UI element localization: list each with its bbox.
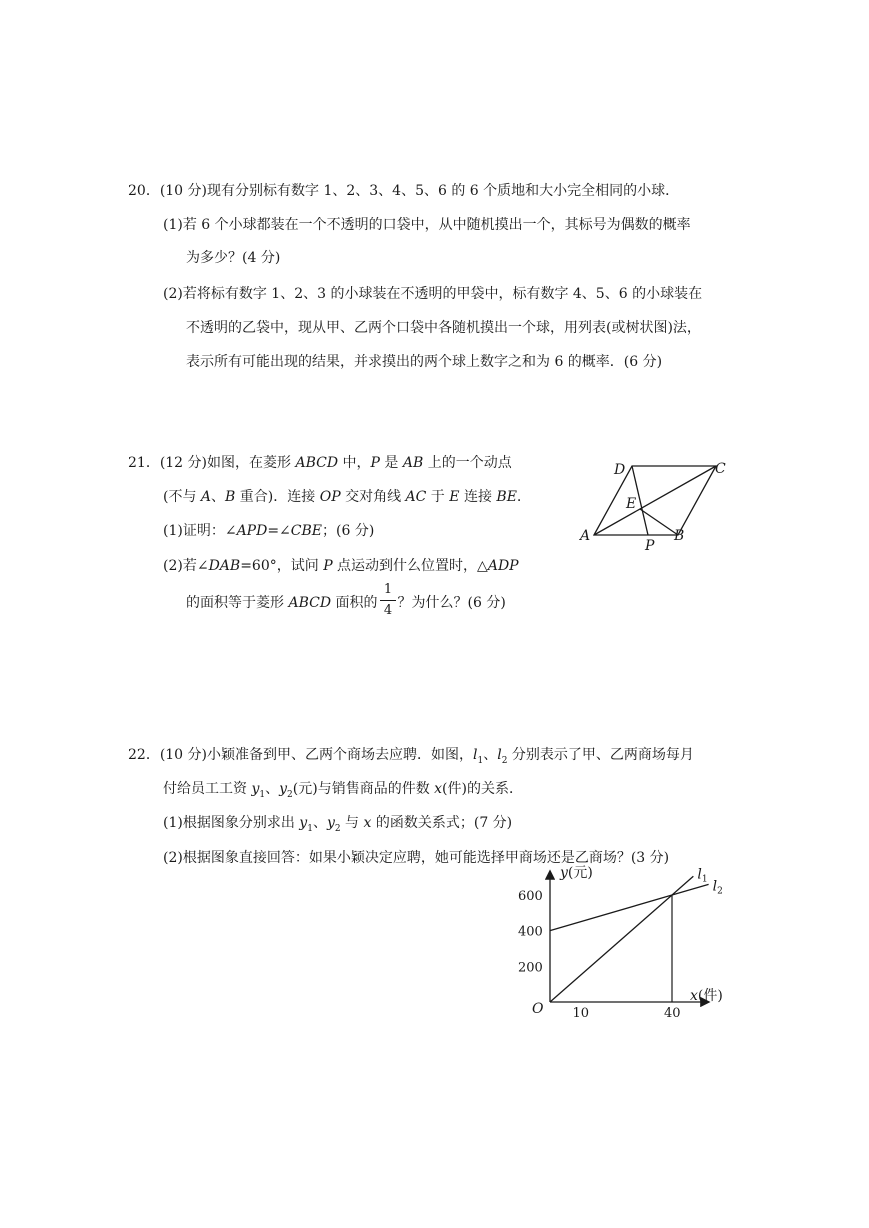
- var: ADP: [487, 558, 519, 574]
- text: 上的一个动点: [423, 455, 512, 471]
- var: l: [473, 747, 478, 763]
- series-line-l2: [550, 884, 709, 930]
- origin-label: O: [532, 1001, 544, 1017]
- q21-stem-line2: [163, 487, 521, 507]
- text: ？为什么？(6 分): [397, 595, 506, 611]
- subscript: 2: [287, 789, 293, 800]
- text: .: [516, 489, 522, 505]
- q21-part2-line2: [186, 593, 506, 613]
- q22-part1: [163, 813, 512, 839]
- var: DAB: [208, 558, 241, 574]
- subscript: 2: [501, 755, 508, 766]
- series-label-l2: [713, 878, 723, 896]
- var: B: [225, 489, 236, 505]
- y-tick-label-200: 200: [518, 960, 543, 976]
- x-axis-var: x: [690, 988, 698, 1004]
- fraction-numerator: 1: [383, 582, 393, 597]
- q21-part1: [163, 521, 374, 541]
- var: A: [200, 489, 212, 505]
- text: (1)证明：∠: [163, 523, 237, 539]
- q22-part2: (2)根据图象直接回答：如果小颖决定应聘，她可能选择甲商场还是乙商场？(3 分): [163, 850, 670, 866]
- text: 面积的: [331, 595, 378, 611]
- text: 于: [426, 489, 450, 505]
- var: P: [370, 455, 380, 471]
- rhombus-figure: [570, 450, 740, 560]
- series-label-sub: 2: [717, 886, 723, 897]
- subscript: 1: [259, 789, 266, 800]
- function-graph: [510, 862, 750, 1022]
- var: APD: [236, 523, 268, 539]
- segment-be: [640, 509, 678, 535]
- series-label-var: l: [712, 878, 718, 895]
- var: ABCD: [288, 595, 332, 611]
- text: 付给员工工资: [163, 781, 252, 797]
- text: (不与: [163, 489, 201, 505]
- text: 是: [379, 455, 403, 471]
- var: BE: [496, 489, 517, 505]
- var: AB: [402, 455, 424, 471]
- y-tick-label-600: 600: [518, 889, 543, 905]
- label-b: B: [674, 528, 685, 544]
- text: 重合)．连接: [235, 489, 320, 505]
- x-tick-label-40: 40: [664, 1006, 681, 1021]
- subscript: 1: [307, 823, 313, 834]
- var: y: [251, 781, 260, 797]
- subscript: 2: [334, 823, 341, 834]
- y-axis-unit: (元): [567, 865, 593, 881]
- var: CBE: [290, 523, 323, 539]
- q20-part1-line1: (1)若 6 个小球都装在一个不透明的口袋中，从中随机摸出一个，其标号为偶数的概率: [163, 217, 691, 233]
- text: 、: [483, 747, 498, 763]
- q22-stem-line1: [128, 745, 694, 771]
- label-c: C: [715, 461, 726, 477]
- var: y: [279, 781, 288, 797]
- y-axis-var: y: [560, 865, 568, 881]
- text: 的面积等于菱形: [186, 595, 289, 611]
- text: =∠: [267, 523, 291, 539]
- subscript: 1: [477, 755, 484, 766]
- q20-stem: 20．(10 分)现有分别标有数字 1、2、3、4、5、6 的 6 个质地和大小完全相同的小球．: [128, 183, 680, 199]
- series-label-sub: 1: [701, 874, 708, 885]
- text: 与: [340, 815, 364, 831]
- y-axis-label: [559, 865, 593, 881]
- text: (元)与销售商品的件数: [292, 781, 435, 797]
- text: (2)若∠: [163, 558, 209, 574]
- var: AC: [405, 489, 427, 505]
- text: 21．(12 分)如图，在菱形: [128, 455, 296, 471]
- series-label-var: l: [697, 866, 702, 883]
- text: (1)根据图象分别求出: [163, 815, 300, 831]
- var: y: [299, 815, 308, 831]
- q20-part2-line3: 表示所有可能出现的结果，并求摸出的两个球上数字之和为 6 的概率．(6 分): [186, 354, 663, 370]
- q21-stem-line1: [128, 453, 512, 473]
- var: P: [323, 558, 333, 574]
- text: 分别表示了甲、乙两商场每月: [507, 747, 694, 763]
- var: x: [363, 815, 372, 831]
- text: 中，: [338, 455, 371, 471]
- var: E: [449, 489, 460, 505]
- q22-stem-line2: [163, 779, 523, 805]
- fraction-bar: [380, 600, 396, 601]
- text: 、: [265, 781, 280, 797]
- y-tick-label-400: 400: [518, 924, 543, 940]
- q21-part2-line1: [163, 556, 519, 576]
- var: x: [434, 781, 443, 797]
- text: 交对角线: [340, 489, 406, 505]
- var: y: [326, 815, 335, 831]
- q20-part2-line2: 不透明的乙袋中，现从甲、乙两个口袋中各随机摸出一个球，用列表(或树状图)法，: [186, 320, 701, 336]
- var: l: [497, 747, 502, 763]
- x-axis-label: [690, 988, 723, 1004]
- text: 、: [312, 815, 327, 831]
- x-tick-label-10: 10: [572, 1006, 590, 1021]
- series-label-l1: [697, 866, 707, 884]
- text: 22．(10 分)小颖准备到甲、乙两个商场去应聘．如图，: [128, 747, 474, 763]
- text: 点运动到什么位置时，△: [332, 558, 488, 574]
- text: 、: [211, 489, 226, 505]
- q20-part2-line1: (2)若将标有数字 1、2、3 的小球装在不透明的甲袋中，标有数字 4、5、6 的小球装在: [163, 286, 703, 302]
- x-axis-unit: (件): [697, 988, 723, 1004]
- text: 连接: [459, 489, 497, 505]
- var: OP: [319, 489, 341, 505]
- var: ABCD: [295, 455, 339, 471]
- fraction-denominator: 4: [383, 603, 393, 618]
- q20-part1-line2: 为多少？(4 分): [186, 250, 281, 266]
- text: (件)的关系．: [442, 781, 523, 797]
- label-a: A: [580, 528, 591, 544]
- text: =60°，试问: [240, 558, 324, 574]
- label-p: P: [645, 538, 655, 554]
- label-e: E: [626, 496, 637, 512]
- text: ；(6 分): [322, 523, 375, 539]
- label-d: D: [614, 462, 626, 478]
- text: 的函数关系式；(7 分): [371, 815, 513, 831]
